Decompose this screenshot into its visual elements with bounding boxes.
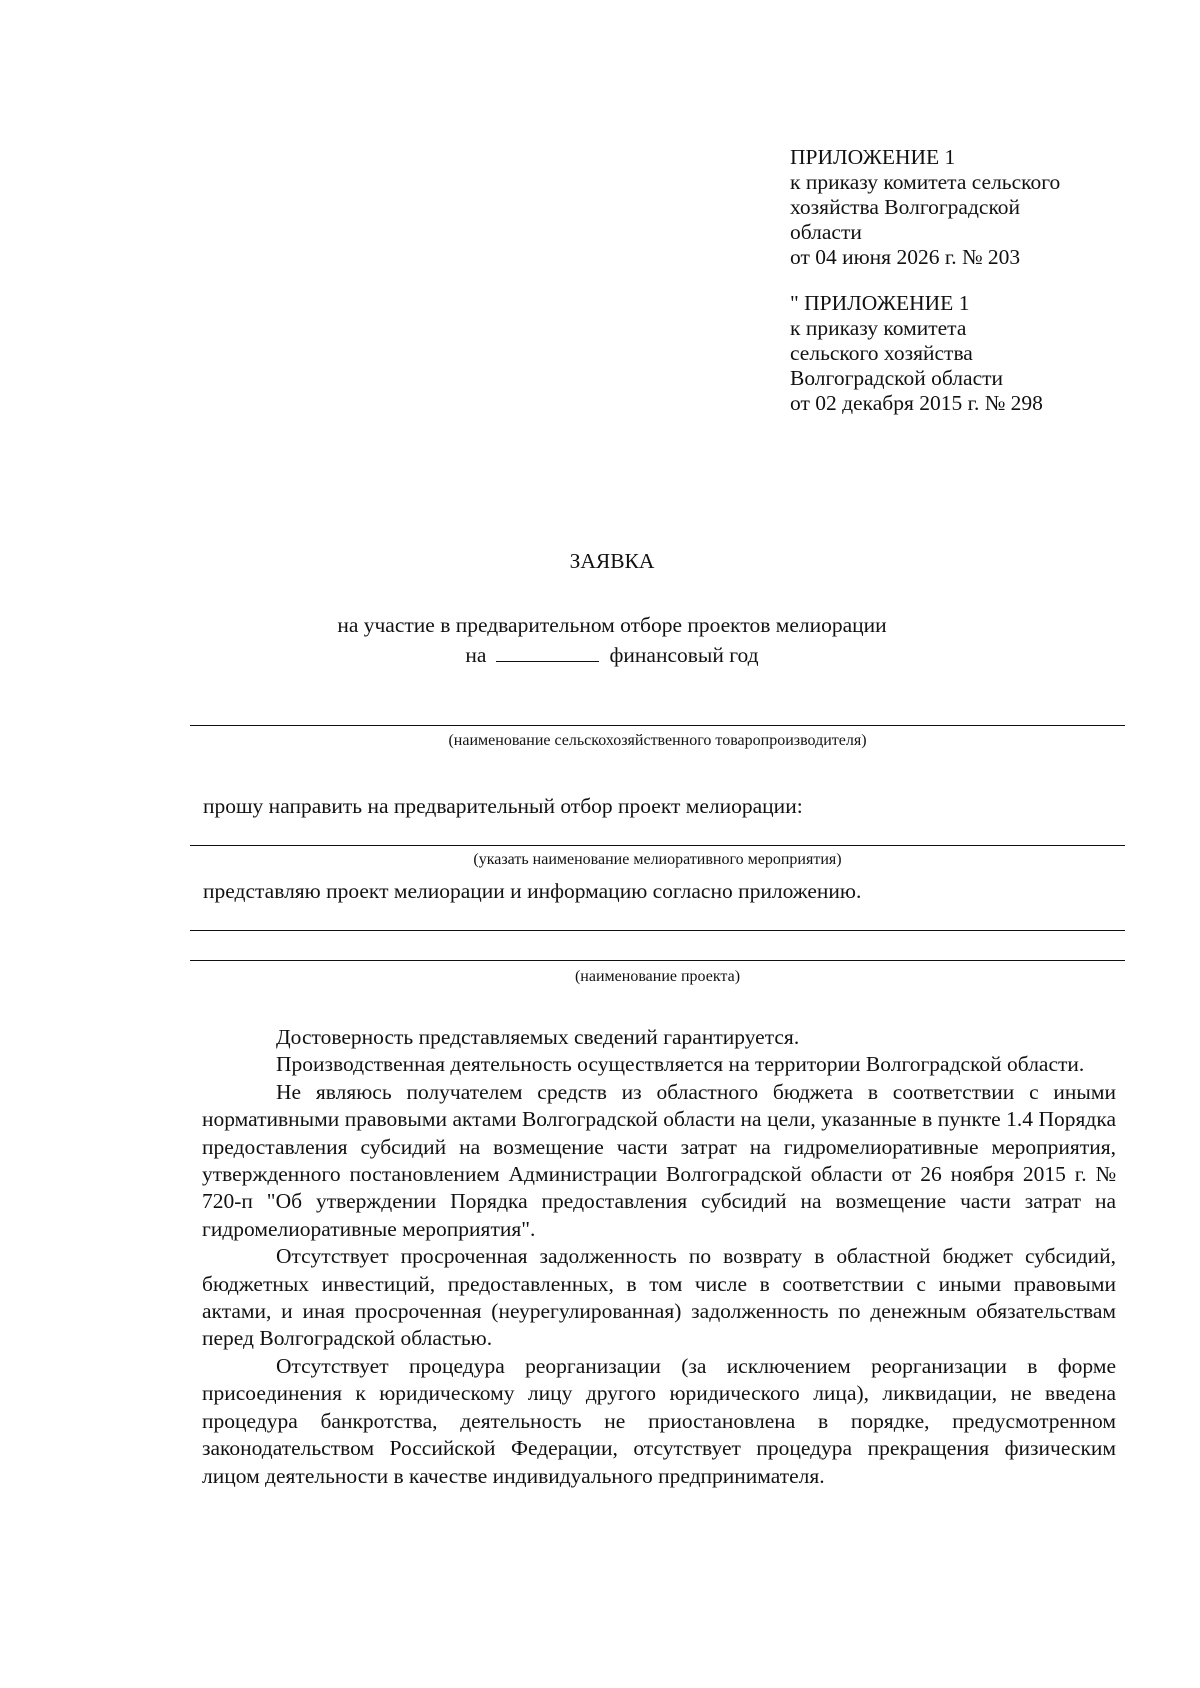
- appendix-original-line: сельского хозяйства: [790, 341, 973, 365]
- project-name-field-line-1[interactable]: [190, 930, 1125, 931]
- appendix-current-line: хозяйства Волгоградской: [790, 195, 1021, 219]
- measure-name-caption: (указать наименование мелиоративного мероприятия): [473, 851, 842, 868]
- declaration-paragraph: Отсутствует процедура реорганизации (за исключением реорганизации в форме присоединения к юридическому лицу другого юридического лица), ликвидации, не введена процедура банкротства, деятельность не приостановлена в порядке, предусмотренном законодательством Российской Федерации, отсутствует процедура прекращения физическим лицом деятельности в качестве индивидуального предпринимателя.: [202, 1353, 1116, 1488]
- appendix-original-line: Волгоградской области: [790, 366, 1004, 390]
- declaration-body: [202, 1024, 1116, 1490]
- appendix-current-line: от 04 июня 2026 г. № 203: [790, 245, 1021, 269]
- appendix-original-line: " ПРИЛОЖЕНИЕ 1: [790, 291, 970, 315]
- year-line-suffix: финансовый год: [609, 643, 759, 667]
- appendix-current-line: ПРИЛОЖЕНИЕ 1: [790, 145, 956, 169]
- appendix-current-line: области: [790, 220, 862, 244]
- declaration-paragraph: Не являюсь получателем средств из областного бюджета в соответствии с иными нормативными правовыми актами Волгоградской области на цели, указанные в пункте 1.4 Порядка предоставления субсидий на возмещение части затрат на гидромелиоративные мероприятия, утвержденного постановлением Администрации Волгоградской области от 26 ноября 2015 г. № 720-п "Об утверждении Порядка предоставления субсидий на возмещение части затрат на гидромелиоративные мероприятия".: [202, 1079, 1116, 1241]
- request-line: прошу направить на предварительный отбор проект мелиорации:: [203, 794, 803, 818]
- declaration-paragraph: Достоверность представляемых сведений гарантируется.: [276, 1025, 800, 1049]
- declaration-paragraph: Производственная деятельность осуществляется на территории Волгоградской области.: [276, 1052, 1085, 1077]
- submit-line: представляю проект мелиорации и информацию согласно приложению.: [203, 879, 862, 903]
- project-name-field-line-2[interactable]: [190, 960, 1125, 961]
- financial-year-blank[interactable]: [496, 643, 599, 662]
- document-title: ЗАЯВКА: [569, 549, 655, 573]
- appendix-original-line: от 02 декабря 2015 г. № 298: [790, 391, 1043, 415]
- appendix-current-line: к приказу комитета сельского: [790, 170, 1061, 194]
- financial-year-line: [12, 643, 1200, 668]
- appendix-header-current: [790, 145, 1060, 270]
- document-subtitle: на участие в предварительном отборе проектов мелиорации: [337, 613, 887, 637]
- declaration-paragraph: Отсутствует просроченная задолженность по возврату в областной бюджет субсидий, бюджетных инвестиций, предоставленных, в том числе в соответствии с иными правовыми актами, и иная просроченная (неурегулированная) задолженность по денежным обязательствам перед Волгоградской областью.: [202, 1244, 1116, 1351]
- appendix-header-original: [790, 291, 1043, 416]
- producer-name-field-line[interactable]: [190, 725, 1125, 726]
- year-line-prefix: на: [465, 643, 487, 667]
- project-name-caption: (наименование проекта): [574, 968, 741, 985]
- measure-name-field-line[interactable]: [190, 845, 1125, 846]
- producer-name-caption: (наименование сельскохозяйственного товаропроизводителя): [448, 732, 867, 749]
- appendix-original-line: к приказу комитета: [790, 316, 967, 340]
